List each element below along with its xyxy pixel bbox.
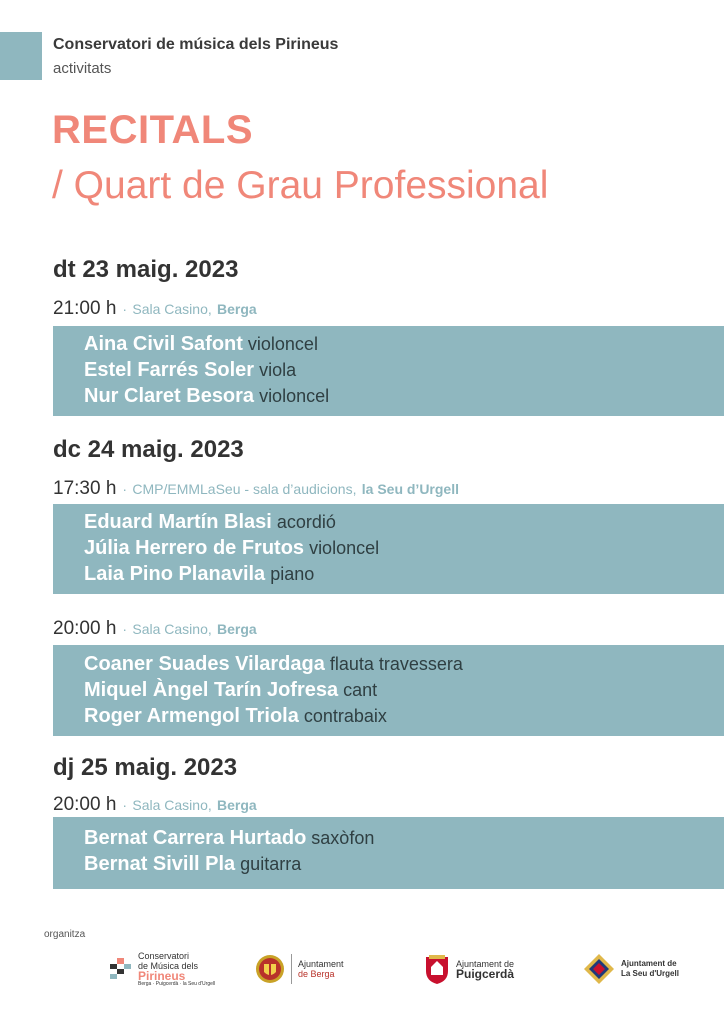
performer (84, 703, 724, 729)
performer (84, 331, 724, 357)
performer-name: Aina Civil Safont (84, 333, 243, 355)
performer (84, 357, 724, 383)
puigcerda-logo (424, 944, 514, 994)
seu-urgell-logo (583, 944, 679, 994)
performer (84, 535, 724, 561)
performer-instrument: violoncel (309, 538, 380, 558)
performer-name: Laia Pino Planavila (84, 563, 266, 585)
performer (84, 651, 724, 677)
performer-name: Roger Armengol Triola (84, 705, 299, 727)
time-slot: 17:30 h · CMP/EMMLaSeu - sala d’audicions, la Seu d’Urgell (53, 478, 459, 499)
performer-instrument: piano (270, 564, 315, 584)
time-slot: 20:00 h · Sala Casino, Berga (53, 794, 257, 815)
slot-venue: CMP/EMMLaSeu - sala d’audicions, (132, 481, 357, 497)
organizer-label: organitza (44, 929, 86, 940)
date-heading: dj 25 maig. 2023 (53, 754, 238, 781)
performer (84, 509, 724, 535)
slot-city: la Seu d’Urgell (361, 481, 459, 497)
performer (84, 851, 724, 877)
performer-name: Estel Farrés Soler (84, 359, 255, 381)
performer-name: Bernat Sivill Pla (84, 853, 236, 875)
logo-text: Berga · Puigcerdà · la Seu d'Urgell (138, 981, 216, 987)
conservatori-mark-icon (110, 958, 132, 980)
performer-instrument: viola (259, 360, 297, 380)
slot-time: 20:00 h (53, 794, 117, 815)
time-slot: 20:00 h · Sala Casino, Berga (53, 618, 257, 639)
conservatori-logo (110, 944, 215, 994)
slot-venue: Sala Casino, (132, 797, 212, 813)
slot-city: Berga (217, 301, 257, 317)
performer-instrument: guitarra (240, 854, 302, 874)
slot-time: 20:00 h (53, 618, 117, 639)
logo-text: Ajuntament de (456, 959, 515, 969)
berga-shield-icon (255, 952, 285, 986)
time-slot: 21:00 h · Sala Casino, Berga (53, 298, 257, 319)
slot-time: 17:30 h (53, 478, 117, 499)
performer-name: Nur Claret Besora (84, 385, 255, 407)
logo-text: La Seu d'Urgell (621, 969, 679, 978)
slot-city: Berga (217, 797, 257, 813)
performer-name: Coaner Suades Vilardaga (84, 653, 325, 675)
performers-band (53, 645, 724, 736)
corner-decoration (0, 32, 42, 80)
performers-band (53, 817, 724, 889)
logo-text: Conservatori (138, 951, 190, 961)
performers-band (53, 504, 724, 594)
performer-name: Júlia Herrero de Frutos (84, 537, 305, 559)
performer (84, 383, 724, 409)
logo-text: Pirineus (138, 969, 186, 983)
page-subtitle: / Quart de Grau Professional (52, 164, 549, 207)
performer-name: Bernat Carrera Hurtado (84, 827, 307, 849)
performer-name: Eduard Martín Blasi (84, 511, 272, 533)
performer-name: Miquel Àngel Tarín Jofresa (84, 679, 339, 701)
performer-instrument: contrabaix (303, 706, 387, 726)
performer-instrument: flauta travessera (329, 654, 463, 674)
date-heading: dt 23 maig. 2023 (53, 256, 239, 283)
performer (84, 561, 724, 587)
performer-instrument: violoncel (247, 334, 318, 354)
slot-time: 21:00 h (53, 298, 117, 319)
logo-text: de Música dels (138, 961, 199, 971)
logo-text: Ajuntament (298, 959, 344, 969)
performer-instrument: acordió (276, 512, 336, 532)
org-name: Conservatori de música dels Pirineus (53, 36, 339, 53)
slot-city: Berga (217, 621, 257, 637)
performer (84, 677, 724, 703)
seu-urgell-shield-icon (583, 953, 615, 985)
date-heading: dc 24 maig. 2023 (53, 436, 244, 463)
slot-venue: Sala Casino, (132, 621, 212, 637)
performers-band (53, 326, 724, 416)
performer-instrument: cant (343, 680, 378, 700)
performer-instrument: saxòfon (311, 828, 375, 848)
performer (84, 825, 724, 851)
logo-text: de Berga (298, 969, 335, 979)
performer-instrument: violoncel (259, 386, 330, 406)
berga-logo (255, 944, 344, 994)
page-title: RECITALS (52, 108, 254, 152)
org-subtitle: activitats (53, 60, 112, 77)
slot-venue: Sala Casino, (132, 301, 212, 317)
logo-text: Ajuntament de (621, 959, 677, 968)
logo-text: Puigcerdà (456, 967, 515, 981)
puigcerda-shield-icon (424, 953, 450, 985)
